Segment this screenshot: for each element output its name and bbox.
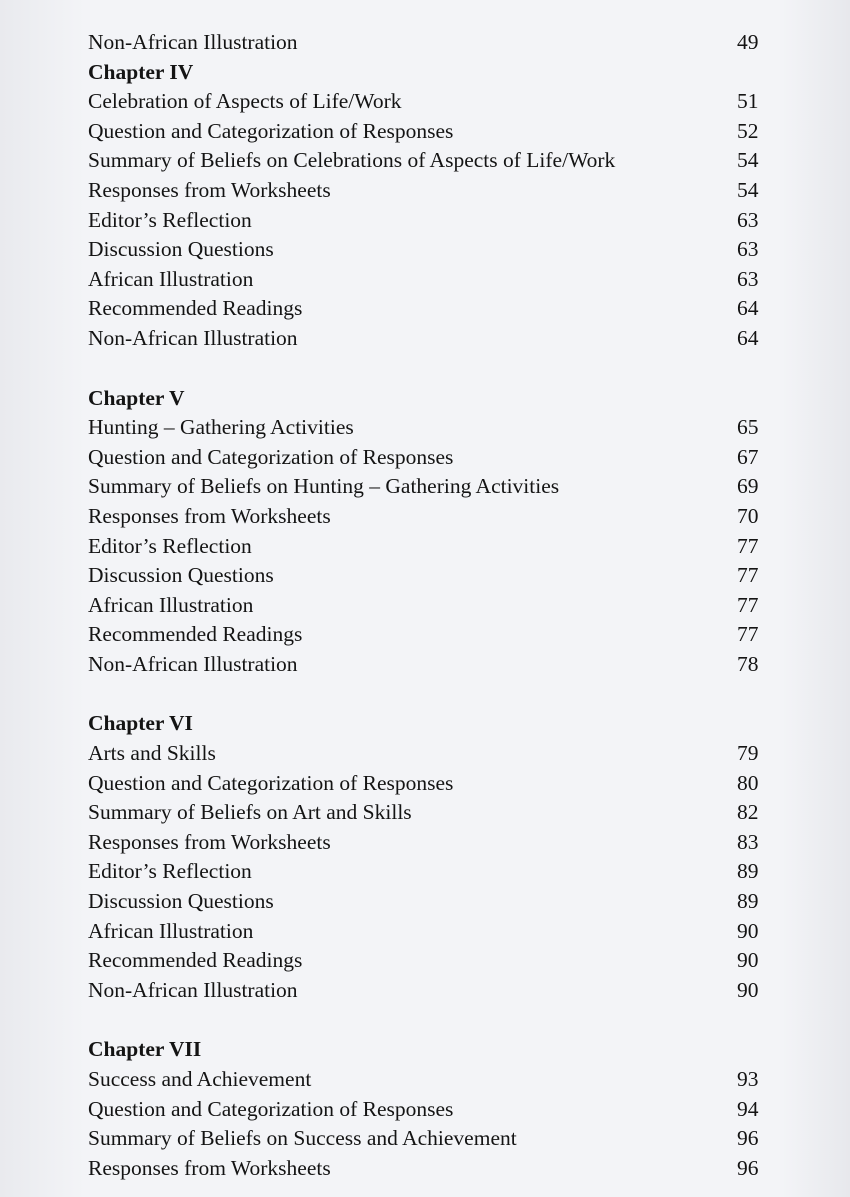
toc-entry-label: Summary of Beliefs on Hunting – Gathering Activities	[88, 474, 560, 499]
toc-entry-label: Recommended Readings	[88, 622, 303, 647]
toc-entry	[0, 650, 850, 680]
toc-entry-page-number: 83	[737, 829, 759, 854]
toc-entry-label: Question and Categorization of Responses	[88, 770, 454, 795]
toc-entry-page-number: 67	[737, 444, 759, 469]
toc-entry	[0, 28, 850, 58]
toc-entry-page-number: 77	[737, 533, 759, 558]
toc-entry-page-number: 51	[737, 89, 759, 114]
toc-entry	[0, 946, 850, 976]
toc-entry-label: Discussion Questions	[88, 237, 274, 262]
toc-entry-label: African Illustration	[88, 266, 254, 291]
toc-entry	[0, 532, 850, 562]
toc-entry	[0, 798, 850, 828]
chapter-heading-label: Chapter VI	[88, 711, 193, 736]
toc-entry	[0, 1065, 850, 1095]
toc-entry-label: Question and Categorization of Responses	[88, 444, 454, 469]
toc-entry-page-number: 77	[737, 592, 759, 617]
toc-entry	[0, 769, 850, 799]
toc-entry-page-number: 89	[737, 859, 759, 884]
toc-entry	[0, 146, 850, 176]
toc-entry-label: Non-African Illustration	[88, 30, 298, 54]
chapter-heading-label: Chapter V	[88, 385, 185, 410]
toc-entry	[0, 324, 850, 354]
toc-entry	[0, 413, 850, 443]
toc-entry-page-number: 77	[737, 563, 759, 588]
toc-entry-page-number: 70	[737, 503, 759, 528]
chapter-heading	[0, 384, 850, 414]
toc-entry	[0, 620, 850, 650]
toc-entry-label: Non-African Illustration	[88, 651, 298, 676]
toc-entry	[0, 176, 850, 206]
toc-entry-label: Summary of Beliefs on Success and Achievement	[88, 1126, 517, 1151]
toc-entry-label: Responses from Worksheets	[88, 177, 331, 202]
toc-entry-page-number: 65	[737, 415, 759, 440]
toc-entry	[0, 443, 850, 473]
section-spacer	[0, 354, 850, 384]
toc-entry-page-number: 90	[737, 918, 759, 943]
toc-entry-page-number: 82	[737, 800, 759, 825]
toc-entry	[0, 887, 850, 917]
toc-entry	[0, 206, 850, 236]
chapter-heading	[0, 1035, 850, 1065]
toc-entry	[0, 591, 850, 621]
toc-entry-page-number: 96	[737, 1126, 759, 1151]
toc-entry-page-number: 80	[737, 770, 759, 795]
toc-entry	[0, 472, 850, 502]
toc-entry-label: Editor’s Reflection	[88, 859, 252, 884]
toc-entry-page-number: 69	[737, 474, 759, 499]
toc-entry	[0, 87, 850, 117]
toc-entry-page-number: 49	[737, 30, 759, 54]
toc-entry	[0, 1095, 850, 1125]
toc-entry-page-number: 64	[737, 325, 759, 350]
toc-entry-label: Responses from Worksheets	[88, 1155, 331, 1180]
toc-entry	[0, 294, 850, 324]
toc-entry-page-number: 96	[737, 1155, 759, 1180]
toc-entry	[0, 502, 850, 532]
toc-entry	[0, 857, 850, 887]
toc-entry-page-number: 77	[737, 622, 759, 647]
toc-entry-page-number: 90	[737, 948, 759, 973]
chapter-heading-label: Chapter VII	[88, 1037, 202, 1062]
toc-entry-page-number: 89	[737, 889, 759, 914]
toc-entry-page-number: 94	[737, 1096, 759, 1121]
toc-entry-page-number: 64	[737, 296, 759, 321]
toc-entry-label: African Illustration	[88, 592, 254, 617]
toc-entry-page-number: 93	[737, 1067, 759, 1091]
toc-entry-label: Recommended Readings	[88, 948, 303, 973]
chapter-heading	[0, 709, 850, 739]
section-spacer	[0, 1005, 850, 1035]
toc-entry-page-number: 63	[737, 237, 759, 262]
toc-entry-label: Discussion Questions	[88, 889, 274, 914]
toc-entry-label: Responses from Worksheets	[88, 503, 331, 528]
chapter-heading-label: Chapter IV	[88, 59, 194, 84]
toc-entry-label: Editor’s Reflection	[88, 533, 252, 558]
toc-entry	[0, 1154, 850, 1184]
toc-entry-label: Non-African Illustration	[88, 325, 298, 350]
chapter-heading	[0, 58, 850, 88]
toc-entry	[0, 917, 850, 947]
toc-entry-label: Editor’s Reflection	[88, 207, 252, 232]
toc-entry-page-number: 90	[737, 977, 759, 1002]
toc-entry-page-number: 54	[737, 148, 759, 173]
toc-entry	[0, 117, 850, 147]
toc-entry-page-number: 63	[737, 266, 759, 291]
toc-entry-label: Celebration of Aspects of Life/Work	[88, 89, 402, 114]
section-spacer	[0, 679, 850, 709]
toc-entry-page-number: 54	[737, 177, 759, 202]
table-of-contents	[0, 28, 850, 1183]
toc-entry	[0, 1124, 850, 1154]
toc-entry-label: Recommended Readings	[88, 296, 303, 321]
toc-entry	[0, 739, 850, 769]
toc-entry	[0, 265, 850, 295]
toc-entry-page-number: 63	[737, 207, 759, 232]
toc-entry-label: Summary of Beliefs on Art and Skills	[88, 800, 412, 825]
toc-entry-label: Success and Achievement	[88, 1067, 312, 1091]
toc-entry	[0, 235, 850, 265]
toc-entry-label: Discussion Questions	[88, 563, 274, 588]
toc-entry-label: Hunting – Gathering Activities	[88, 415, 354, 440]
toc-entry-page-number: 79	[737, 741, 759, 766]
toc-entry-label: Non-African Illustration	[88, 977, 298, 1002]
toc-entry-label: Question and Categorization of Responses	[88, 1096, 454, 1121]
toc-entry-label: Summary of Beliefs on Celebrations of Aspects of Life/Work	[88, 148, 616, 173]
toc-entry-label: Question and Categorization of Responses	[88, 118, 454, 143]
toc-entry	[0, 561, 850, 591]
toc-entry-page-number: 78	[737, 651, 759, 676]
toc-entry	[0, 976, 850, 1006]
toc-entry	[0, 828, 850, 858]
toc-entry-label: Arts and Skills	[88, 741, 216, 766]
toc-entry-page-number: 52	[737, 118, 759, 143]
toc-entry-label: Responses from Worksheets	[88, 829, 331, 854]
toc-entry-label: African Illustration	[88, 918, 254, 943]
